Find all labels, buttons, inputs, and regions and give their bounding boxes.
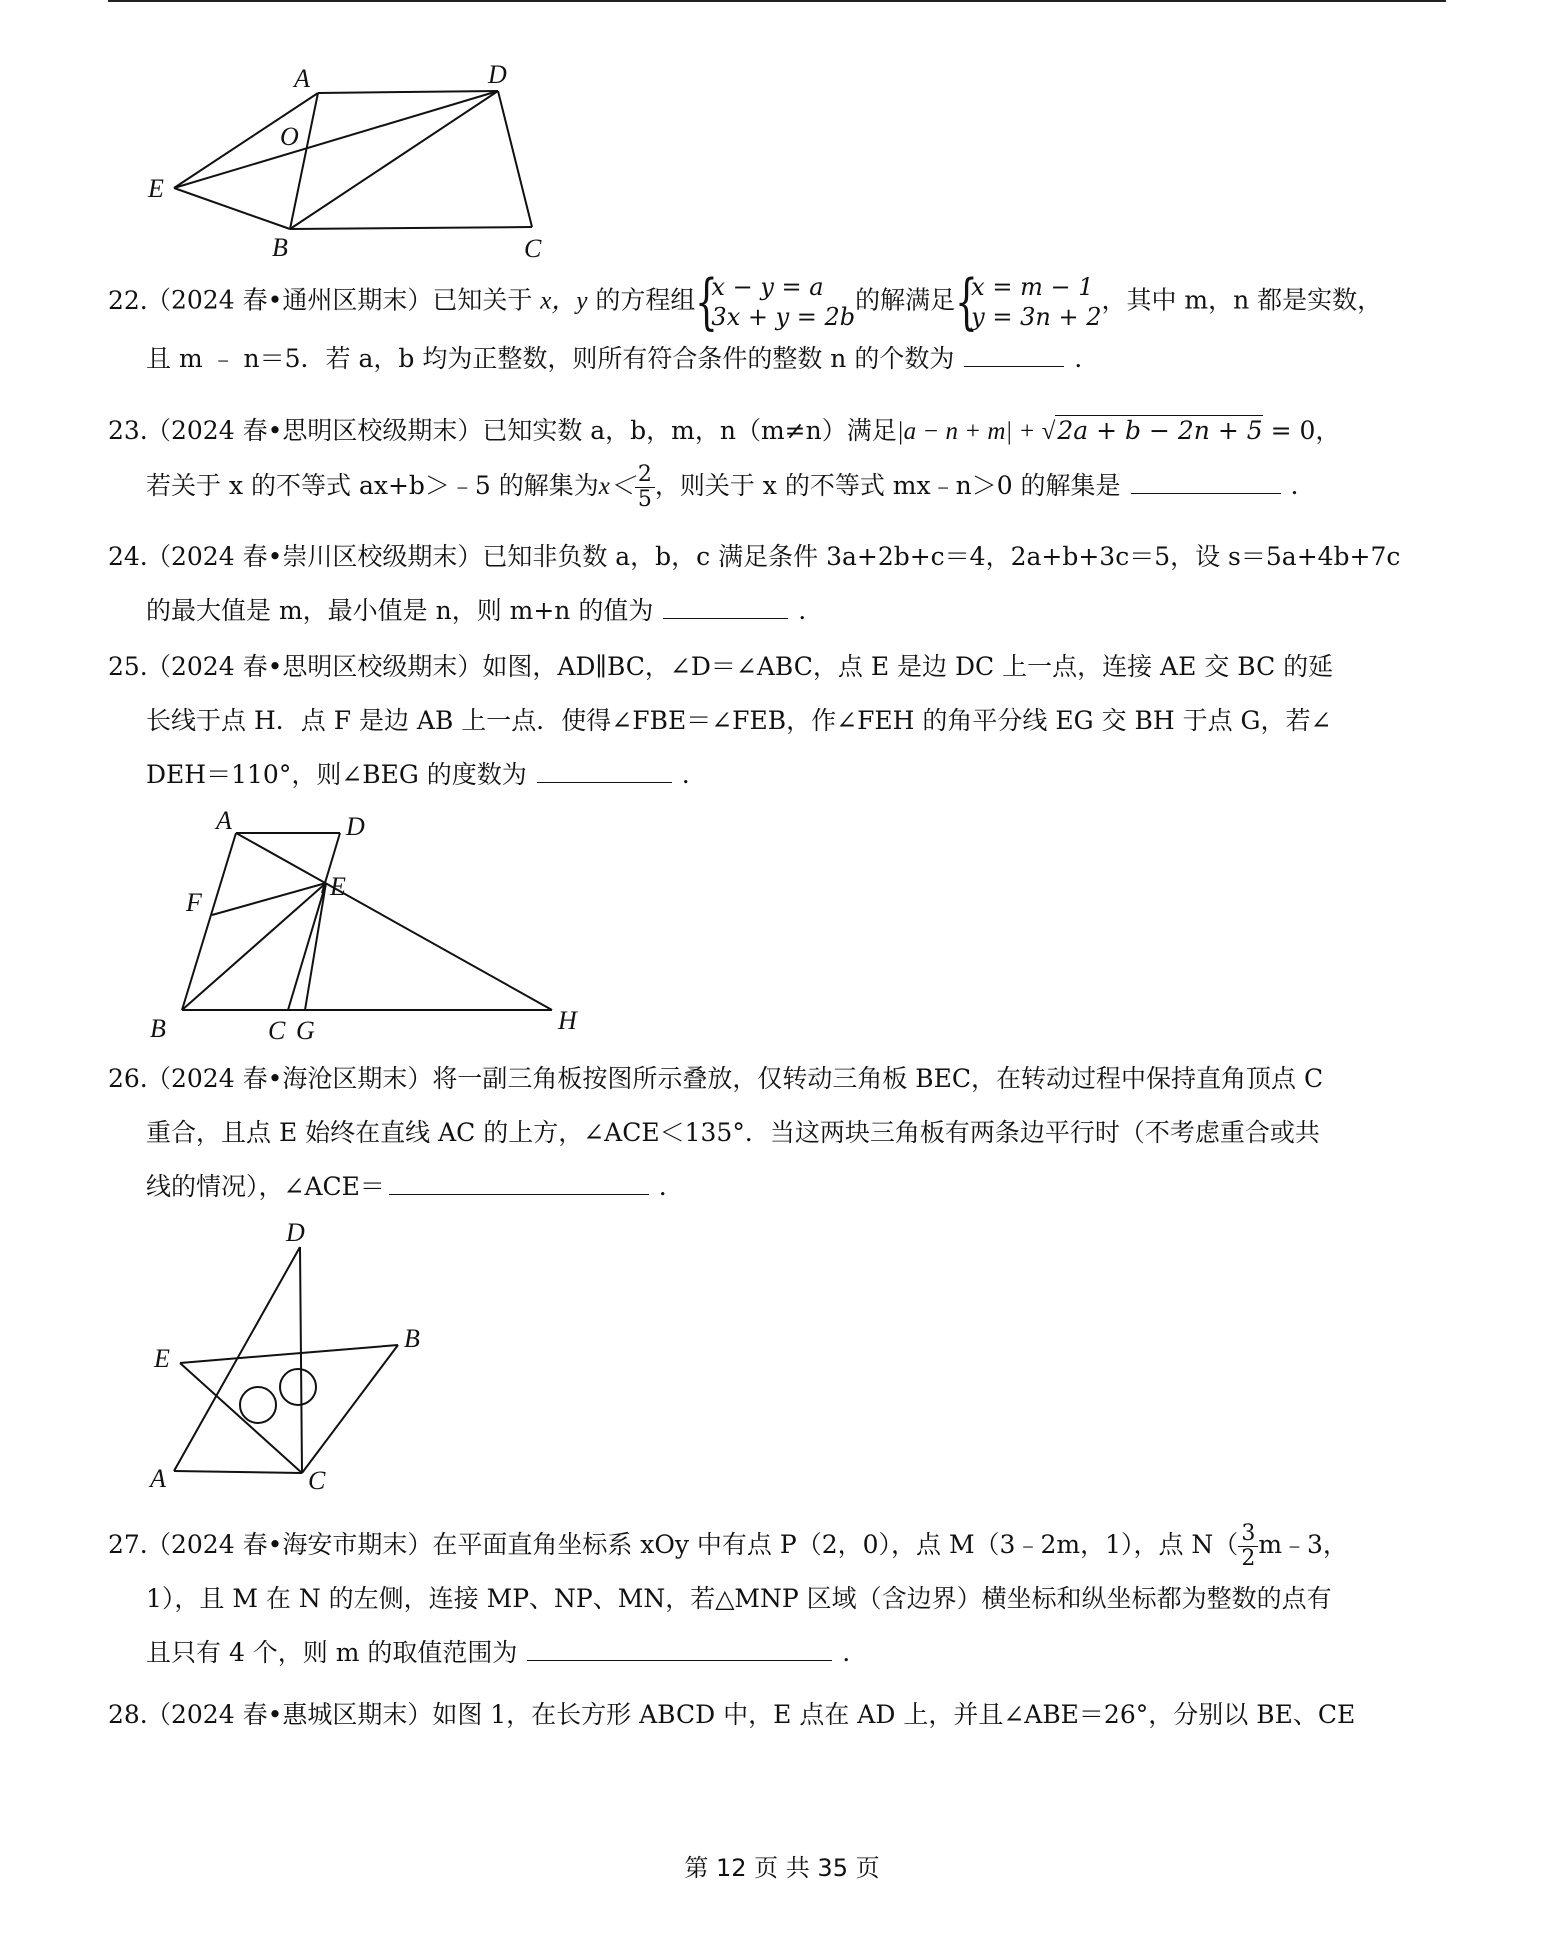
q28-number: 28. bbox=[108, 1700, 148, 1729]
figure-triangle-boards bbox=[140, 1215, 460, 1495]
fig3-label-D: D bbox=[286, 1218, 305, 1247]
question-23 bbox=[108, 404, 1448, 514]
q25-answer-blank[interactable] bbox=[537, 762, 672, 783]
q27-line1-b: m﹣3， bbox=[1258, 1530, 1348, 1559]
q23-abs: |a − n + m| + √ bbox=[896, 418, 1056, 445]
q22-sys1-row2: 3x + y = 2b bbox=[711, 303, 856, 331]
q25-number: 25. bbox=[108, 652, 148, 681]
q27-line3: 且只有 4 个，则 m 的取值范围为 bbox=[146, 1638, 518, 1667]
fig1-label-E: E bbox=[148, 174, 164, 203]
q26-period: ． bbox=[658, 1172, 684, 1201]
q28-line1: （2024 春•惠城区期末）如图 1，在长方形 ABCD 中，E 点在 AD 上，并且∠ABE＝26°，分别以 BE、CE bbox=[146, 1700, 1356, 1729]
q23-answer-blank[interactable] bbox=[1131, 473, 1281, 494]
figure-quadrilateral-AOD bbox=[140, 55, 570, 265]
fig1-label-B: B bbox=[272, 233, 288, 262]
q22-answer-blank[interactable] bbox=[964, 346, 1064, 367]
q23-frac-den: 5 bbox=[637, 487, 652, 512]
q23-period: ． bbox=[1290, 471, 1316, 500]
q22-text-d: ，其中 m，n 都是实数， bbox=[1101, 285, 1383, 315]
q22-sys1-row1: x − y = a bbox=[711, 273, 824, 301]
q26-answer-blank[interactable] bbox=[389, 1174, 649, 1195]
fig2-label-A: A bbox=[216, 806, 232, 835]
fig3-label-B: B bbox=[404, 1324, 420, 1353]
q22-system-1: { x − y = a 3x + y = 2b bbox=[695, 267, 856, 337]
q22-vars: x，y bbox=[540, 287, 588, 315]
top-rule bbox=[108, 0, 1446, 2]
q25-period: ． bbox=[681, 760, 707, 789]
q22-line2: 且 m ﹣ n＝5．若 a，b 均为正整数，则所有符合条件的整数 n 的个数为 bbox=[146, 344, 955, 373]
q26-number: 26. bbox=[108, 1064, 148, 1093]
figure-trapezoid-ADHB bbox=[140, 805, 600, 1045]
q27-fraction bbox=[1238, 1522, 1258, 1571]
fig3-label-A: A bbox=[150, 1464, 166, 1493]
q22-text-c: 的解满足 bbox=[855, 285, 956, 315]
q22-number: 22. bbox=[108, 285, 148, 315]
q27-line2: 1），且 M 在 N 的左侧，连接 MP、NP、MN，若△MNP 区域（含边界）横坐标和纵坐标都为整数的点有 bbox=[146, 1584, 1332, 1613]
fig1-label-A: A bbox=[294, 64, 310, 93]
fig2-label-G: G bbox=[296, 1016, 315, 1045]
q27-answer-blank[interactable] bbox=[527, 1640, 832, 1661]
q24-line1: （2024 春•崇川区校级期末）已知非负数 a，b，c 满足条件 3a+2b+c＝4，2a+b+3c＝5，设 s＝5a+4b+7c bbox=[146, 542, 1401, 571]
fig1-label-O: O bbox=[280, 122, 299, 151]
q24-answer-blank[interactable] bbox=[663, 598, 788, 619]
fig3-label-E: E bbox=[154, 1344, 170, 1373]
fig2-label-B: B bbox=[150, 1014, 166, 1043]
question-24 bbox=[108, 530, 1448, 638]
q24-line2: 的最大值是 m，最小值是 n，则 m+n 的值为 bbox=[146, 596, 654, 625]
q23-fraction bbox=[635, 463, 655, 512]
q22-period: ． bbox=[1074, 344, 1100, 373]
q23-line2-a: 若关于 x 的不等式 ax+b＞﹣5 的解集为 bbox=[146, 471, 599, 500]
fig2-label-C: C bbox=[268, 1016, 286, 1045]
q26-line2: 重合，且点 E 始终在直线 AC 的上方，∠ACE＜135°．当这两块三角板有两条边平行时（不考虑重合或共 bbox=[146, 1118, 1320, 1147]
q23-sqrt: 2a + b − 2n + 5 bbox=[1057, 416, 1263, 445]
question-28 bbox=[108, 1688, 1448, 1742]
fig2-label-H: H bbox=[558, 1006, 577, 1035]
fig2-label-D: D bbox=[346, 812, 365, 841]
question-22 bbox=[108, 267, 1448, 386]
q27-line1-a: （2024 春•海安市期末）在平面直角坐标系 xOy 中有点 P（2，0），点 M（3﹣2m，1），点 N（ bbox=[146, 1530, 1239, 1559]
q22-text-b: 的方程组 bbox=[587, 285, 696, 315]
q22-text-a: （2024 春•通州区期末）已知关于 bbox=[146, 285, 541, 315]
q24-period: ． bbox=[798, 596, 824, 625]
fig1-label-D: D bbox=[488, 60, 507, 89]
fig2-label-F: F bbox=[186, 888, 202, 917]
fig2-label-E: E bbox=[330, 872, 346, 901]
q25-line3: DEH＝110°，则∠BEG 的度数为 bbox=[146, 760, 527, 789]
q27-frac-den: 2 bbox=[1241, 1546, 1256, 1571]
q23-line2-b: ，则关于 x 的不等式 mx﹣n＞0 的解集是 bbox=[654, 471, 1121, 500]
q23-number: 23. bbox=[108, 416, 148, 445]
q22-system-2: { x = m − 1 y = 3n + 2 bbox=[955, 267, 1102, 337]
q24-number: 24. bbox=[108, 542, 148, 571]
fig1-label-C: C bbox=[524, 234, 542, 263]
q27-period: ． bbox=[842, 1638, 868, 1667]
question-27 bbox=[108, 1518, 1448, 1680]
q25-line2: 长线于点 H．点 F 是边 AB 上一点．使得∠FBE＝∠FEB，作∠FEH 的角平分线 EG 交 BH 于点 G，若∠ bbox=[146, 706, 1332, 735]
question-26 bbox=[108, 1052, 1448, 1214]
q27-frac-num: 3 bbox=[1238, 1522, 1258, 1547]
page-footer: 第 12 页 共 35 页 bbox=[684, 1854, 880, 1882]
q26-line3: 线的情况），∠ACE＝ bbox=[146, 1172, 385, 1201]
q22-sys2-row1: x = m − 1 bbox=[971, 273, 1094, 301]
q23-x: x＜ bbox=[598, 473, 635, 500]
q26-line1: （2024 春•海沧区期末）将一副三角板按图所示叠放，仅转动三角板 BEC，在转动过程中保持直角顶点 C bbox=[146, 1064, 1324, 1093]
q23-eq: = 0， bbox=[1262, 416, 1341, 445]
fig3-label-C: C bbox=[308, 1466, 326, 1495]
question-25 bbox=[108, 640, 1448, 802]
q27-number: 27. bbox=[108, 1530, 148, 1559]
q23-text-a: （2024 春•思明区校级期末）已知实数 a，b，m，n（m≠n）满足 bbox=[146, 416, 897, 445]
q25-line1: （2024 春•思明区校级期末）如图，AD∥BC，∠D＝∠ABC，点 E 是边 DC 上一点，连接 AE 交 BC 的延 bbox=[146, 652, 1334, 681]
q23-frac-num: 2 bbox=[635, 463, 655, 488]
q22-sys2-row2: y = 3n + 2 bbox=[971, 303, 1102, 331]
